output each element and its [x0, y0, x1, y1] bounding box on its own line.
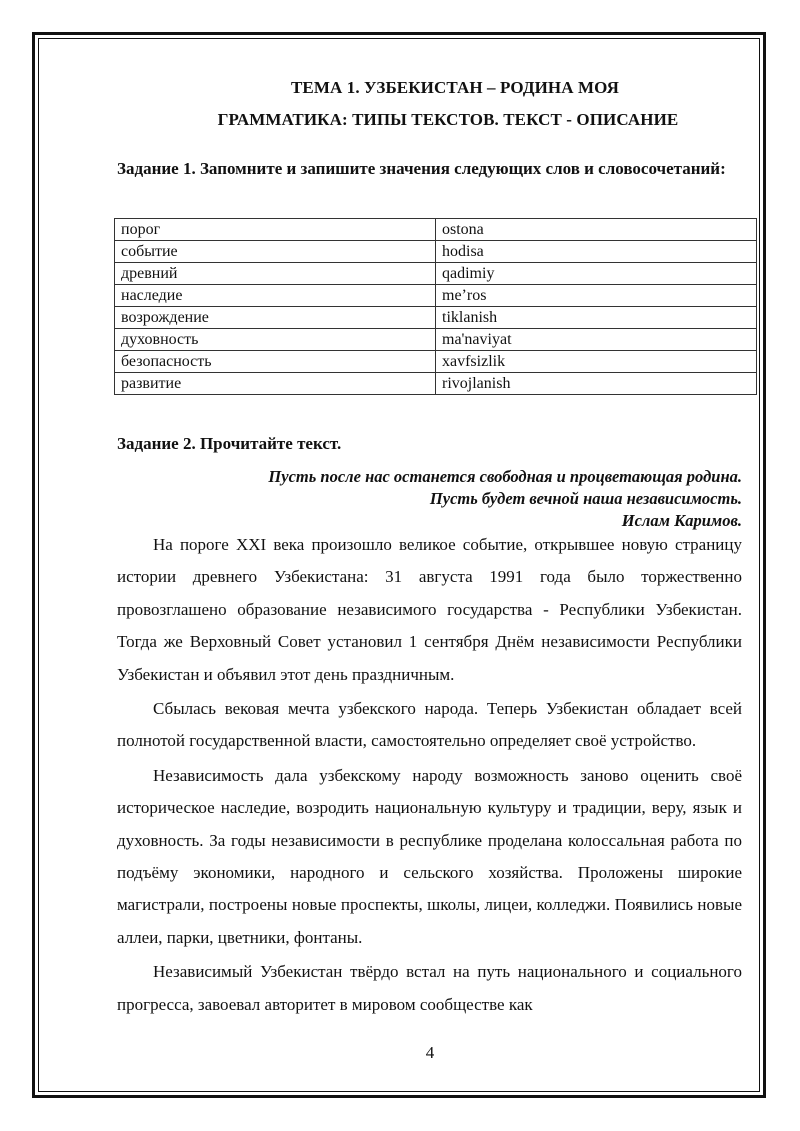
task-1-heading: Задание 1. Запомните и запишите значения следующих слов и словосочетаний:	[117, 159, 726, 178]
epigraph	[268, 466, 742, 532]
vocab-russian-word: развитие	[115, 373, 436, 395]
paragraph: Сбылась вековая мечта узбекского народа. Теперь Узбекистан обладает всей полнотой государственной власти, самостоятельно определяет своё устройство.	[117, 699, 742, 751]
vocab-russian-word: духовность	[115, 329, 436, 351]
vocab-row	[115, 329, 757, 351]
topic-title: ТЕМА 1. УЗБЕКИСТАН – РОДИНА МОЯ	[290, 78, 619, 97]
vocab-russian-word: событие	[115, 241, 436, 263]
vocab-russian-word: наследие	[115, 285, 436, 307]
vocab-uzbek-translation: me’ros	[436, 285, 757, 307]
vocab-row	[115, 263, 757, 285]
paragraph: Независимый Узбекистан твёрдо встал на путь национального и социального прогресса, завоевал авторитет в мировом сообществе как	[117, 962, 742, 1014]
paragraph: Независимость дала узбекскому народу возможность заново оценить своё историческое наследие, возродить национальную культуру и традиции, веру, язык и духовность. За годы независимости в республике проделана колоссальная работа по подъёму экономики, народного и сельского хозяйства. Проложены широкие магистрали, построены новые проспекты, школы, лицеи, колледжи. Появились новые аллеи, парки, цветники, фонтаны.	[117, 765, 742, 947]
vocab-russian-word: безопасность	[115, 351, 436, 373]
grammar-title: ГРАММАТИКА: ТИПЫ ТЕКСТОВ. ТЕКСТ - ОПИСАНИЕ	[217, 110, 679, 129]
epigraph-line-2: Пусть будет вечной наша независимость.	[429, 489, 742, 508]
task-2-heading: Задание 2. Прочитайте текст.	[117, 434, 342, 453]
vocab-russian-word: древний	[115, 263, 436, 285]
paragraph: На пороге XXI века произошло великое событие, открывшее новую страницу истории древнего Узбекистана: 31 августа 1991 года было торжественно провозглашено образование независимого государства - Республики Узбекистан. Тогда же Верховный Совет установил 1 сентября Днём независимости Республики Узбекистан и объявил этот день праздничным.	[117, 535, 742, 684]
vocab-row	[115, 241, 757, 263]
vocab-russian-word: порог	[115, 219, 436, 241]
vocab-uzbek-translation: ostona	[436, 219, 757, 241]
vocab-row	[115, 307, 757, 329]
vocab-row	[115, 219, 757, 241]
vocab-uzbek-translation: xavfsizlik	[436, 351, 757, 373]
vocab-row	[115, 373, 757, 395]
vocab-uzbek-translation: hodisa	[436, 241, 757, 263]
vocab-uzbek-translation: rivojlanish	[436, 373, 757, 395]
vocab-uzbek-translation: qadimiy	[436, 263, 757, 285]
vocab-row	[115, 351, 757, 373]
reading-text	[117, 529, 742, 1023]
vocab-russian-word: возрождение	[115, 307, 436, 329]
vocab-uzbek-translation: tiklanish	[436, 307, 757, 329]
page-number: 4	[425, 1043, 435, 1062]
vocabulary-table	[114, 218, 757, 395]
vocab-row	[115, 285, 757, 307]
vocab-uzbek-translation: ma'naviyat	[436, 329, 757, 351]
epigraph-author: Ислам Каримов.	[621, 511, 742, 530]
epigraph-line-1: Пусть после нас останется свободная и процветающая родина.	[268, 467, 742, 486]
